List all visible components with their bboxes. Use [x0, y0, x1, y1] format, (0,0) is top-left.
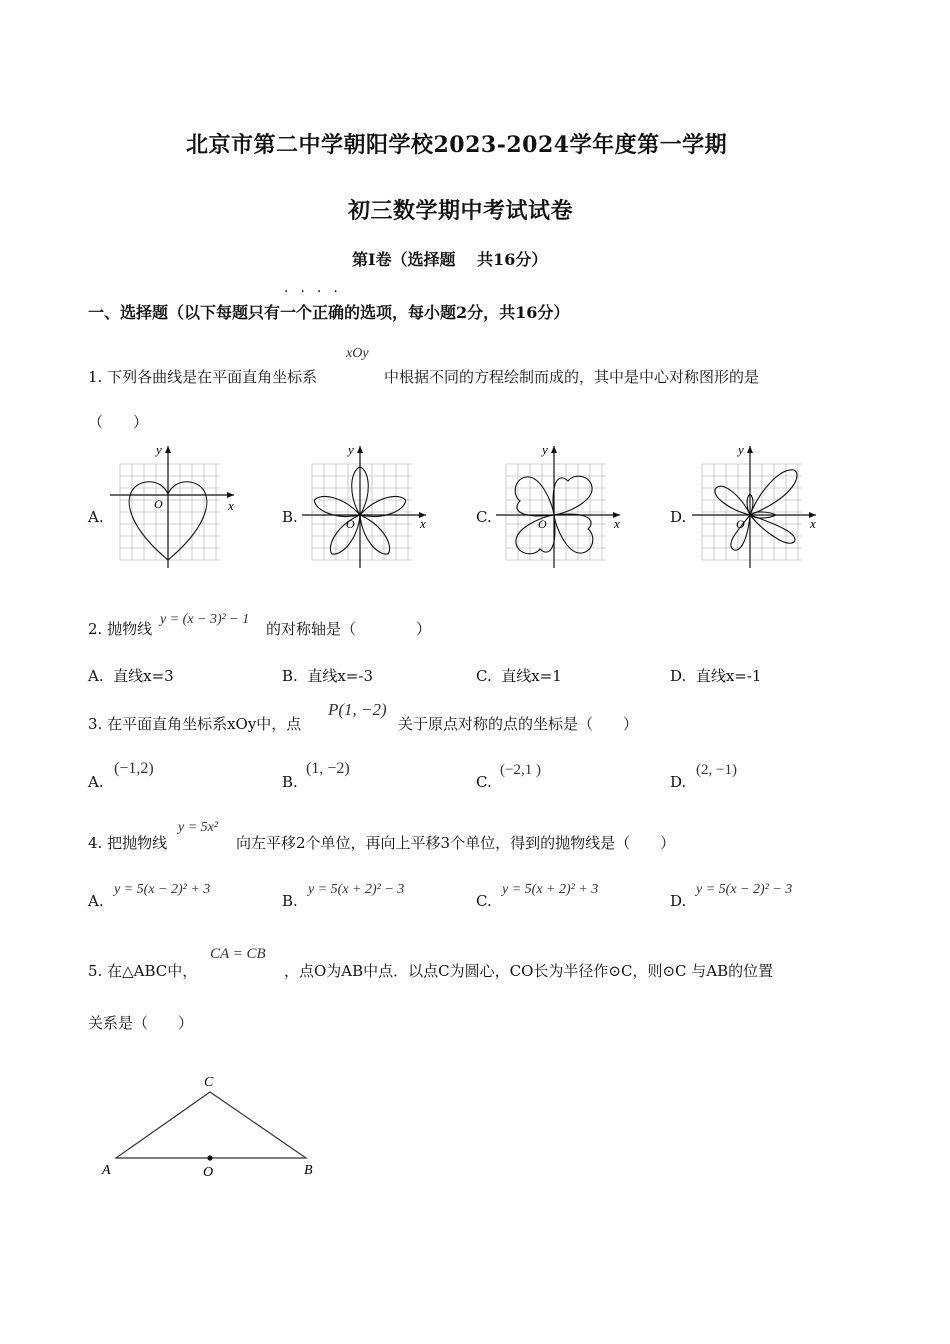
axis-y-label: y — [156, 442, 162, 457]
q3-math: P(1, −2) — [328, 700, 387, 719]
q5-math: CA = CB — [210, 946, 266, 962]
svg-text:y: y — [348, 442, 354, 457]
title-line2: 初三数学期中考试试卷 — [348, 198, 574, 224]
q4-math: y = 5x² — [178, 820, 219, 835]
q5-suffix: ，点O为AB中点．以点C为圆心，CO长为半径作⊙C，则⊙C 与AB的位置 — [284, 962, 774, 980]
q4-suffix: 向左平移2个单位，再向上平移3个单位，得到的抛物线是（ ） — [236, 834, 676, 852]
q3-option-a[interactable]: (−1,2) — [114, 760, 154, 777]
q4-option-a-label[interactable]: A. — [88, 892, 104, 910]
title-line1: 北京市第二中学朝阳学校2023-2024学年度第一学期 — [186, 132, 728, 158]
axis-x-label: x — [228, 498, 234, 513]
q2-prefix: 2. 抛物线 — [88, 620, 153, 638]
midpoint-o-label: O — [203, 1165, 214, 1180]
svg-text:x: x — [614, 516, 620, 531]
five-petal-rose-graph-icon — [300, 440, 435, 570]
q4-option-c-label[interactable]: C. — [476, 892, 492, 910]
q2-suffix: 的对称轴是（ ） — [266, 620, 432, 638]
svg-text:O: O — [736, 517, 745, 531]
q2-math: y = (x − 3)² − 1 — [160, 612, 250, 627]
q3-prefix: 3. 在平面直角坐标系xOy中，点 — [88, 715, 302, 733]
q2-option-b[interactable]: B. 直线x=-3 — [282, 667, 373, 685]
q4-option-d[interactable]: y = 5(x − 2)² − 3 — [696, 882, 793, 897]
q3-option-b[interactable]: (1, −2) — [306, 760, 350, 777]
q1-suffix: 中根据不同的方程绘制而成的，其中是中心对称图形的是 — [384, 368, 760, 386]
q3-option-d[interactable]: (2, −1) — [696, 762, 737, 778]
vertex-b-label: B — [304, 1163, 313, 1178]
triangle-abc-figure — [96, 1066, 336, 1186]
svg-text:O: O — [538, 517, 547, 531]
q3-suffix: 关于原点对称的点的坐标是（ ） — [398, 715, 639, 733]
q4-prefix: 4. 把抛物线 — [88, 834, 168, 852]
q4-option-b[interactable]: y = 5(x + 2)² − 3 — [308, 882, 405, 897]
svg-text:x: x — [810, 516, 816, 531]
q4-option-d-label[interactable]: D. — [670, 892, 687, 910]
q2-option-d[interactable]: D. 直线x=-1 — [670, 667, 762, 685]
q3-option-b-label[interactable]: B. — [282, 773, 298, 791]
four-leaf-clover-graph-icon — [494, 440, 629, 570]
q3-option-c[interactable]: (−2,1 ) — [500, 762, 541, 778]
q1-option-a-label: A. — [88, 508, 104, 526]
q1-math: xOy — [346, 346, 369, 361]
vertex-a-label: A — [102, 1163, 111, 1178]
butterfly-curve-graph-icon — [690, 440, 825, 570]
q5-prefix: 5. 在△ABC中， — [88, 962, 198, 980]
vertex-c-label: C — [204, 1075, 214, 1090]
q2-option-a[interactable]: A. 直线x=3 — [88, 667, 174, 685]
q1-option-c-label: C. — [476, 508, 492, 526]
q1-option-b-label: B. — [282, 508, 298, 526]
svg-text:x: x — [420, 516, 426, 531]
svg-text:y: y — [738, 442, 744, 457]
emphasis-dots: ···· — [284, 284, 350, 300]
q3-option-a-label[interactable]: A. — [88, 773, 104, 791]
q1-prefix: 1. 下列各曲线是在平面直角坐标系 — [88, 368, 318, 386]
svg-text:y: y — [542, 442, 548, 457]
q4-option-a[interactable]: y = 5(x − 2)² + 3 — [114, 882, 211, 897]
q5-line2: 关系是（ ） — [88, 1014, 194, 1032]
q1-option-d-label: D. — [670, 508, 687, 526]
q2-option-c[interactable]: C. 直线x=1 — [476, 667, 562, 685]
section-heading: 第Ⅰ卷（选择题 共16分） — [352, 250, 548, 269]
svg-text:O: O — [346, 517, 355, 531]
q1-paren: （ ） — [88, 413, 149, 431]
q4-option-b-label[interactable]: B. — [282, 892, 298, 910]
q4-option-c[interactable]: y = 5(x + 2)² + 3 — [502, 882, 599, 897]
origin-label: O — [154, 497, 163, 511]
section1-title: 一、选择题（以下每题只有一个正确的选项，每小题2分，共16分） — [88, 303, 570, 322]
q3-option-d-label[interactable]: D. — [670, 773, 687, 791]
heart-curve-graph-icon — [108, 440, 243, 570]
q3-option-c-label[interactable]: C. — [476, 773, 492, 791]
